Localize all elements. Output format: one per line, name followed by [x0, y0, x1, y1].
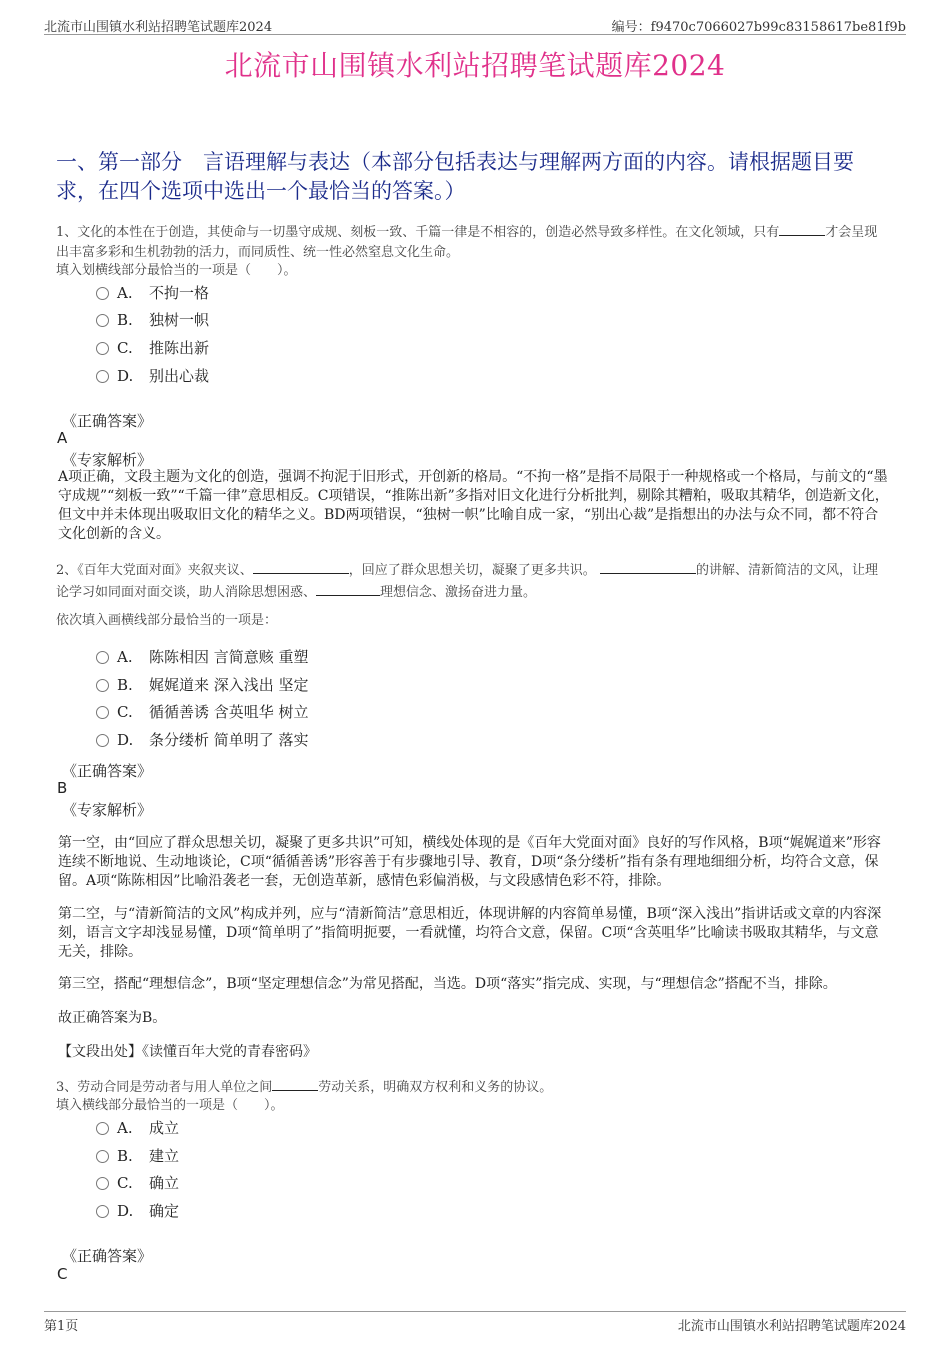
question-1-text-part-a: 1、文化的本性在于创造，其使命与一切墨守成规、刻板一致、千篇一律是不相容的，创造必然导致多样性。在文化领域，只有: [56, 225, 780, 240]
question-2-analysis-label: 《专家解析》: [62, 801, 153, 819]
question-3-option-d[interactable]: D. 确定: [96, 1200, 179, 1222]
radio-icon[interactable]: [96, 287, 109, 300]
question-2-answer: B: [57, 779, 68, 797]
radio-icon[interactable]: [96, 1122, 109, 1135]
question-1-analysis-label: 《专家解析》: [62, 451, 153, 469]
header-title: 北流市山围镇水利站招聘笔试题库2024: [44, 20, 273, 35]
radio-icon[interactable]: [96, 679, 109, 692]
page-number: 第1页: [44, 1319, 79, 1334]
question-2-source: 【文段出处】《读懂百年大党的青春密码》: [58, 1044, 317, 1060]
question-1-analysis: A项正确，文段主题为文化的创造，强调不拘泥于旧形式，开创新的格局。“不拘一格”是指不局限于一种规格或一个格局，与前文的“墨守成规”“刻板一致”“千篇一律”意思相反。C项错误，“推陈出新”多指对旧文化进行分析批判，剔除其糟粕，吸取其精华，创造新文化，但文中并未体现出吸取旧文化的精华之义。BD两项错误，“独树一帜”比喻自成一家，“别出心裁”是指想出的办法与众不同，都不符合文化创新的含义。: [58, 469, 889, 542]
question-1-prompt: 填入划横线部分最恰当的一项是（ ）。: [56, 263, 297, 278]
radio-icon[interactable]: [96, 734, 109, 747]
question-1-option-c[interactable]: C. 推陈出新: [96, 337, 209, 359]
question-2-analysis-para-3: 第三空，搭配“理想信念”，B项“坚定理想信念”为常见搭配，当选。D项“落实”指完成、实现，与“理想信念”搭配不当，排除。: [58, 976, 837, 992]
question-3-answer-label: 《正确答案》: [62, 1247, 153, 1265]
radio-icon[interactable]: [96, 342, 109, 355]
fill-blank: [600, 559, 696, 574]
question-2-conclusion: 故正确答案为B。: [58, 1010, 167, 1026]
question-2-text: 2、《百年大党面对面》夹叙夹议、 ，回应了群众思想关切，凝聚了更多共识。 的讲解、清新简洁的文风，让理论学习如同面对面交谈，助人消除思想困惑、 理想信念、激扬奋进力量。: [56, 559, 888, 603]
question-1-answer: A: [57, 429, 68, 447]
fill-blank: [272, 1076, 318, 1091]
question-1-text: [56, 221, 888, 263]
question-3-option-c[interactable]: C. 确立: [96, 1172, 179, 1194]
page-header: [44, 14, 906, 35]
question-2-option-c[interactable]: C. 循循善诱 含英咀华 树立: [96, 701, 309, 723]
footer-title: 北流市山围镇水利站招聘笔试题库2024: [677, 1319, 906, 1334]
section-heading: 一、第一部分 言语理解与表达（本部分包括表达与理解两方面的内容。请根据题目要求，在四个选项中选出一个最恰当的答案。）: [56, 150, 854, 203]
document-title: 北流市山围镇水利站招聘笔试题库2024: [224, 49, 726, 82]
fill-blank: [779, 221, 825, 236]
radio-icon[interactable]: [96, 1205, 109, 1218]
question-3-answer: C: [57, 1265, 68, 1283]
question-2-answer-label: 《正确答案》: [62, 762, 153, 780]
question-2-option-d[interactable]: D. 条分缕析 简单明了 落实: [96, 729, 309, 751]
question-1-option-a[interactable]: A. 不拘一格: [96, 282, 209, 304]
radio-icon[interactable]: [96, 370, 109, 383]
question-2-option-b[interactable]: B. 娓娓道来 深入浅出 坚定: [96, 674, 309, 696]
radio-icon[interactable]: [96, 706, 109, 719]
question-3-prompt: 填入横线部分最恰当的一项是（ ）。: [56, 1098, 284, 1113]
header-serial-number: 编号：f9470c7066027b99c83158617be81f9b: [611, 20, 906, 35]
radio-icon[interactable]: [96, 651, 109, 664]
question-1-answer-label: 《正确答案》: [62, 412, 153, 430]
question-3-option-b[interactable]: B. 建立: [96, 1145, 179, 1167]
question-1-text-part-b: 才会呈现出丰富多彩和生机勃勃的活力，而同质性、统一性必然窒息文化生命。: [56, 225, 878, 260]
fill-blank: [316, 581, 380, 596]
radio-icon[interactable]: [96, 314, 109, 327]
question-2-analysis-para-2: 第二空，与“清新简洁的文风”构成并列，应与“清新简洁”意思相近，体现讲解的内容简单易懂，B项“深入浅出”指讲话或文章的内容深刻，语言文字却浅显易懂，D项“简单明了”指简明扼要，一看就懂，均符合文意，保留。C项“含英咀华”比喻读书吸取其精华，与文意无关，排除。: [58, 906, 882, 960]
question-2-prompt: 依次填入画横线部分最恰当的一项是：: [56, 613, 278, 628]
question-1-option-b[interactable]: B. 独树一帜: [96, 309, 209, 331]
question-3-text: 3、劳动合同是劳动者与用人单位之间 劳动关系，明确双方权利和义务的协议。: [56, 1076, 888, 1098]
radio-icon[interactable]: [96, 1150, 109, 1163]
question-2-analysis-para-1: 第一空，由“回应了群众思想关切，凝聚了更多共识”可知，横线处体现的是《百年大党面对面》良好的写作风格，B项“娓娓道来”形容连续不断地说、生动地谈论，C项“循循善诱”形容善于有步骤地引导、教育，D项“条分缕析”指有条有理地细细分析，均符合文意，保留。A项“陈陈相因”比喻沿袭老一套，无创造革新，感情色彩偏消极，与文段感情色彩不符，排除。: [58, 835, 881, 889]
question-3-option-a[interactable]: A. 成立: [96, 1117, 179, 1139]
fill-blank: [253, 559, 349, 574]
question-2-option-a[interactable]: A. 陈陈相因 言简意赅 重塑: [96, 646, 309, 668]
question-1-option-d[interactable]: D. 别出心裁: [96, 365, 209, 387]
page-footer: [44, 1311, 906, 1336]
radio-icon[interactable]: [96, 1177, 109, 1190]
